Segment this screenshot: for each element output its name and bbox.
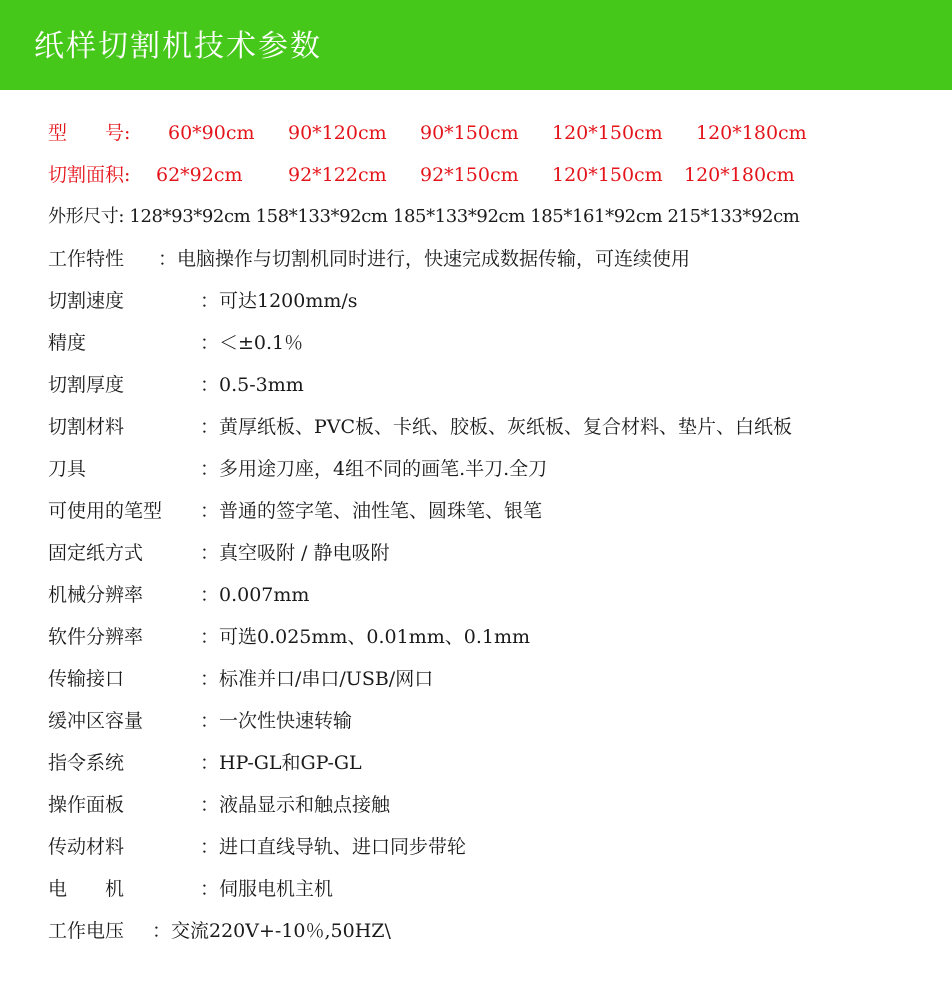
spec-row: [48, 330, 303, 356]
spec-label: 指令系统: [48, 752, 125, 774]
spec-row: [48, 498, 542, 524]
cut-area-value: 92*122cm: [288, 164, 387, 186]
page-title: 纸样切割机技术参数: [34, 29, 322, 64]
spec-value: ：多用途刀座，4组不同的画笔.半刀.全刀: [200, 458, 548, 480]
spec-label: 操作面板: [48, 794, 125, 816]
spec-label: 电 机: [48, 878, 125, 900]
spec-label: 切割速度: [48, 290, 125, 312]
spec-label: 切割材料: [48, 416, 125, 438]
spec-label: 精度: [48, 332, 87, 354]
spec-value: ：＜±0.1％: [200, 332, 304, 354]
spec-value: ：黄厚纸板、PVC板、卡纸、胶板、灰纸板、复合材料、垫片、白纸板: [200, 416, 793, 438]
spec-value: ：一次性快速转输: [200, 710, 353, 732]
spec-row: [48, 750, 362, 776]
spec-value: ：可选0.025mm、0.01mm、0.1mm: [200, 626, 531, 648]
spec-value: ：液晶显示和触点接触: [200, 794, 391, 816]
spec-row: [48, 456, 547, 482]
model-value: 90*120cm: [288, 122, 387, 144]
spec-label: 传输接口: [48, 668, 125, 690]
cut-area-value: 62*92cm: [156, 164, 243, 186]
spec-value: ：真空吸附 / 静电吸附: [200, 542, 390, 564]
voltage-row: [48, 918, 391, 944]
spec-value: ：进口直线导轨、进口同步带轮: [200, 836, 467, 858]
header-banner: [0, 0, 952, 90]
spec-row: [48, 540, 389, 566]
spec-row: [48, 372, 304, 398]
spec-row: [48, 414, 792, 440]
spec-value: ：HP-GL和GP-GL: [200, 752, 362, 774]
dimension-row: [48, 204, 799, 230]
model-value: 120*150cm: [552, 122, 663, 144]
spec-value: ：可达1200mm/s: [200, 290, 358, 312]
spec-row: [48, 582, 309, 608]
spec-label: 传动材料: [48, 836, 125, 858]
spec-row: [48, 666, 433, 692]
spec-label: 可使用的笔型: [48, 500, 163, 522]
spec-row: [48, 288, 358, 314]
cut-area-label: 切割面积:: [48, 164, 131, 186]
spec-label: 固定纸方式: [48, 542, 144, 564]
spec-row: [48, 876, 333, 902]
spec-label: 软件分辨率: [48, 626, 144, 648]
model-value: 90*150cm: [420, 122, 519, 144]
spec-row: [48, 246, 690, 272]
voltage-label: 工作电压: [48, 920, 125, 942]
spec-value: ：0.5-3mm: [200, 374, 304, 396]
model-value: 60*90cm: [168, 122, 255, 144]
spec-row: [48, 834, 466, 860]
spec-label: 切割厚度: [48, 374, 125, 396]
model-label: 型 号:: [48, 122, 131, 144]
spec-label: 刀具: [48, 458, 87, 480]
dimension-text: 外形尺寸: 128*93*92cm 158*133*92cm 185*133*92cm 185*161*92cm 215*133*92cm: [48, 206, 800, 227]
spec-label: 工作特性: [48, 248, 125, 270]
model-row: [48, 120, 807, 146]
spec-value: ：伺服电机主机: [200, 878, 334, 900]
spec-value: ：电脑操作与切割机同时进行，快速完成数据传输，可连续使用: [158, 248, 691, 270]
cut-area-value: 92*150cm: [420, 164, 519, 186]
cut-area-row: [48, 162, 795, 188]
spec-row: [48, 708, 352, 734]
cut-area-value: 120*150cm: [552, 164, 663, 186]
spec-label: 缓冲区容量: [48, 710, 144, 732]
spec-value: ：普通的签字笔、油性笔、圆珠笔、银笔: [200, 500, 543, 522]
spec-value: ：标准并口/串口/USB/网口: [200, 668, 434, 690]
spec-value: ：0.007mm: [200, 584, 310, 606]
spec-row: [48, 624, 530, 650]
model-value: 120*180cm: [696, 122, 807, 144]
spec-label: 机械分辨率: [48, 584, 144, 606]
voltage-value: ：交流220V+-10％,50HZ\: [152, 920, 391, 942]
spec-row: [48, 792, 390, 818]
cut-area-value: 120*180cm: [684, 164, 795, 186]
